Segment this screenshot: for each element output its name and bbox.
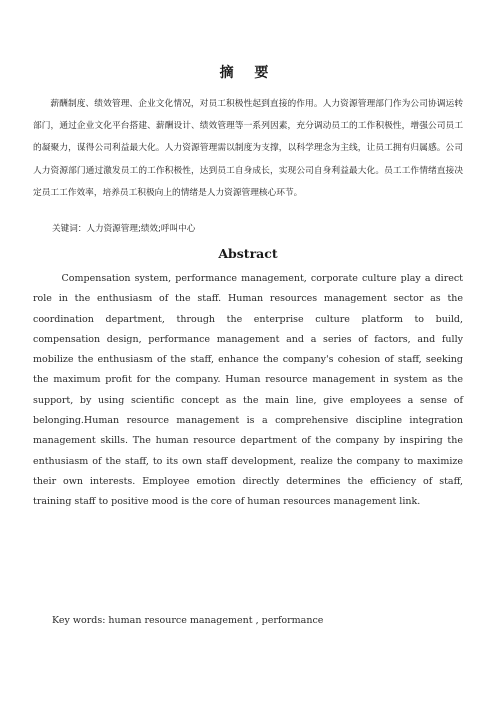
english-keywords: Key words: human resource management , performance (52, 615, 324, 626)
chinese-keywords: 关键词：人力资源管理;绩效;呼叫中心 (52, 224, 196, 234)
english-abstract-title: Abstract (218, 246, 278, 261)
english-abstract-body: Compensation system, performance management, corporate culture play a direct role in the enthusiasm of the staff. Human resources management sector as the coordination department, through the enterprise culture platform to build, compensation design, performance management and a series of factors, and fully mobilize the enthusiasm of the staff, enhance the company's cohesion of staff, seeking the maximum profit for the company. Human resource management in system as the support, by using scientific concept as the main line, give employees a sense of belonging.Human resource management is a comprehensive discipline integration management skills. The human resource department of the company by inspiring the enthusiasm of the staff, to its own staff development, realize the company to maximize their own interests. Employee emotion directly determines the efficiency of staff, training staff to positive mood is the core of human resources management link. (33, 273, 463, 508)
chinese-abstract-body: 薪酬制度、绩效管理、企业文化情况，对员工积极性起到直接的作用。人力资源管理部门作为公司协调运转部门，通过企业文化平台搭建、薪酬设计、绩效管理等一系列因素，充分调动员工的工作积极性，增强公司员工的凝聚力，谋得公司利益最大化。人力资源管理需以制度为支撑，以科学理念为主线，让员工拥有归属感。公司人力资源部门通过激发员工的工作积极性，达到员工自身成长，实现公司自身利益最大化。员工工作情绪直接决定员工工作效率，培养员工积极向上的情绪是人力资源管理核心环节。 (33, 99, 463, 198)
chinese-abstract-title: 摘 要 (219, 65, 277, 81)
